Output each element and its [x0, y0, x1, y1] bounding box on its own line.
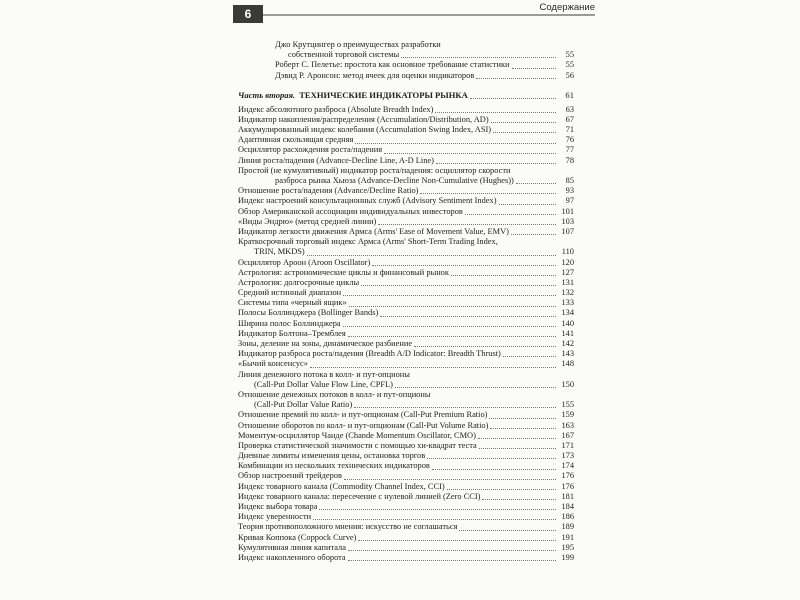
toc-entry-title: разброса рынка Хьюза (Advance-Decline Non-Cumulative (Hughes)) [275, 176, 514, 186]
toc-entry [238, 492, 574, 502]
dot-leader [380, 316, 556, 317]
toc-entry [238, 410, 574, 420]
dot-leader [349, 306, 556, 307]
toc-entry [238, 105, 574, 115]
toc-entry-title: Кумулятивная линия капитала [238, 542, 346, 552]
toc-entry-title: TRIN, MKDS) [254, 247, 305, 257]
dot-leader [447, 489, 556, 490]
toc-entry-title: Индекс настроений консультационных служб (Advisory Sentiment Index) [238, 196, 497, 206]
toc-entry [238, 522, 574, 532]
toc-entry-title: Индекс накопленного оборота [238, 552, 346, 562]
dot-leader [489, 418, 556, 419]
dot-leader [512, 68, 557, 69]
toc-entry [238, 543, 574, 553]
toc-entry-page: 195 [561, 542, 574, 552]
toc-entry [238, 512, 574, 522]
toc-entry-title: Дневные лимиты изменения цены, остановка торгов [238, 451, 426, 461]
toc-entry-page: 85 [565, 176, 574, 186]
toc-entry-title: Индикатор легкости движения Армса (Arms' Ease of Movement Value, EMV) [238, 226, 509, 236]
toc-entry-title: Теория противоположного мнения: искусство не соглашаться [238, 522, 458, 532]
toc-entry-title: Индекс товарного канала (Commodity Channel Index, CCI) [238, 481, 445, 491]
toc-entry [238, 441, 574, 451]
toc-entry-page: 199 [561, 552, 574, 562]
toc-entry-page: 131 [561, 277, 574, 287]
dot-leader [348, 560, 556, 561]
dot-leader [432, 469, 556, 470]
toc-entry-title: Индикатор накопления/распределения (Accumulation/Distribution, AD) [238, 114, 489, 124]
toc-entry-title: Проверка статистической значимости с помощью хи-квадрат теста [238, 440, 477, 450]
dot-leader [482, 499, 556, 500]
toc-entry-title: (Call-Put Dollar Value Ratio) [254, 400, 353, 410]
toc-entry-page: 101 [561, 206, 574, 216]
toc-entry-title: Отношение оборотов по колл- и пут-опционам (Call-Put Volume Ratio) [238, 420, 489, 430]
toc-entry [238, 156, 574, 166]
toc-entry-title: Индикатор разброса роста/падения (Breadth A/D Indicator: Breadth Thrust) [238, 349, 501, 359]
toc-entry-page: 132 [561, 288, 574, 298]
dot-leader [478, 438, 556, 439]
toc-entry-page: 171 [561, 440, 574, 450]
dot-leader [503, 356, 556, 357]
dot-leader [313, 519, 556, 520]
toc-entry [238, 461, 574, 471]
toc-entry-title: Системы типа «черный ящик» [238, 298, 347, 308]
dot-leader [355, 143, 556, 144]
toc-entry [238, 227, 574, 237]
dot-leader [459, 530, 556, 531]
toc-entry-page: 189 [561, 522, 574, 532]
toc-entry-title: Осциллятор Ароон (Aroon Oscillator) [238, 257, 371, 267]
dot-leader [344, 479, 556, 480]
page-number: 6 [233, 5, 263, 23]
toc-entry-page: 56 [565, 70, 574, 80]
toc-entry-title: Астрология: долгосрочные циклы [238, 277, 360, 287]
toc-entry-page: 141 [561, 328, 574, 338]
dot-leader [307, 255, 556, 256]
toc-entry-page: 97 [565, 196, 574, 206]
dot-leader [343, 295, 556, 296]
dot-leader [358, 540, 556, 541]
toc-entry [238, 288, 574, 298]
toc-entry [238, 115, 574, 125]
dot-leader [427, 458, 556, 459]
toc-entry-title: Отношение премий по колл- и пут-опционам (Call-Put Premium Ratio) [238, 410, 488, 420]
dot-leader [401, 57, 556, 58]
toc-entry-page: 191 [561, 532, 574, 542]
toc-entry [238, 278, 574, 288]
toc-entry [238, 60, 574, 70]
toc-entry [238, 359, 574, 369]
toc-entry [238, 135, 574, 145]
toc-entry [238, 553, 574, 563]
toc-entry [238, 247, 574, 257]
toc-entry-page: 173 [561, 451, 574, 461]
toc-entry [238, 207, 574, 217]
toc-entry-title: Индекс абсолютного разброса (Absolute Breadth Index) [238, 104, 434, 114]
toc-entry-page: 155 [561, 400, 574, 410]
toc-entry [238, 380, 574, 390]
toc-entry-title: «Бычий консенсус» [238, 359, 308, 369]
toc-entry-page: 107 [561, 226, 574, 236]
dot-leader [361, 285, 556, 286]
dot-leader [479, 448, 556, 449]
dot-leader [465, 214, 556, 215]
toc-entry [238, 298, 574, 308]
toc-entry-page: 163 [561, 420, 574, 430]
toc-entry [238, 319, 574, 329]
part-title: ТЕХНИЧЕСКИЕ ИНДИКАТОРЫ РЫНКА [299, 89, 468, 100]
toc-entry-title: Дэвид Р. Аронсон: метод ячеек для оценки индикаторов [275, 70, 475, 80]
toc-entry [238, 431, 574, 441]
toc-entry-title: Полосы Боллинджера (Bollinger Bands) [238, 308, 379, 318]
toc-entry-page: 150 [561, 379, 574, 389]
dot-leader [451, 275, 556, 276]
toc-entry-page: 176 [561, 471, 574, 481]
dot-leader [436, 163, 556, 164]
toc-entry-page: 67 [565, 114, 574, 124]
toc-entry [238, 176, 574, 186]
toc-entry-page: 167 [561, 430, 574, 440]
toc-entry-page: 55 [565, 60, 574, 70]
toc-entry-title: Аккумулированный индекс колебания (Accumulation Swing Index, ASI) [238, 125, 492, 135]
dot-leader [348, 336, 556, 337]
toc-entry [238, 451, 574, 461]
toc-entry-page: 176 [561, 481, 574, 491]
toc-entry-title: Осциллятор расхождения роста/падения [238, 145, 383, 155]
dot-leader [414, 346, 556, 347]
toc-entry [238, 482, 574, 492]
toc-entry-title: Индекс уверенности [238, 512, 312, 522]
dot-leader [491, 122, 556, 123]
toc-entry-page: 127 [561, 267, 574, 277]
part-page: 61 [565, 89, 574, 100]
dot-leader [384, 153, 556, 154]
toc-entry-text: Краткосрочный торговый индекс Армса (Arms' Short-Term Trading Index, [238, 237, 498, 247]
table-of-contents [238, 40, 574, 563]
toc-entry-page: 142 [561, 339, 574, 349]
toc-entry [238, 125, 574, 135]
toc-entry-title: (Call-Put Dollar Value Flow Line, CPFL) [254, 379, 393, 389]
toc-entry-title: Адаптивная скользящая средняя [238, 135, 354, 145]
toc-entry [238, 258, 574, 268]
toc-entry-title: Комбинации из нескольких технических индикаторов [238, 461, 430, 471]
toc-entry-title: Астрология: астрономические циклы и финансовый рынок [238, 267, 449, 277]
toc-entry-title: Индекс товарного канала: пересечение с нулевой линией (Zero CCI) [238, 491, 481, 501]
toc-entry-page: 140 [561, 318, 574, 328]
toc-entry-text: Отношение денежных потоков в колл- и пут-опционы [238, 390, 431, 399]
toc-entry [238, 533, 574, 543]
toc-entry-page: 181 [561, 491, 574, 501]
toc-entry-text: Линия денежного потока в колл- и пут-опционы [238, 369, 410, 379]
page-header [233, 2, 595, 25]
toc-entry-text: Джо Крутцингер о преимуществах разработки [275, 40, 441, 49]
toc-entry [238, 217, 574, 227]
toc-entry-page: 55 [565, 50, 574, 60]
part-label: Часть вторая. [238, 89, 296, 100]
toc-entry-text: Простой (не кумулятивный) индикатор роста/падения: осциллятор скорости [238, 165, 511, 175]
toc-entry [238, 50, 574, 60]
dot-leader [348, 550, 556, 551]
toc-entry-title: Отношение роста/падения (Advance/Decline Ratio) [238, 186, 419, 196]
toc-entry-page: 78 [565, 155, 574, 165]
dot-leader [395, 387, 556, 388]
section-title: Содержание [531, 2, 595, 13]
toc-entry-page: 134 [561, 308, 574, 318]
toc-entry-page: 174 [561, 461, 574, 471]
dot-leader [493, 132, 556, 133]
toc-entry-page: 159 [561, 410, 574, 420]
toc-entry-page: 148 [561, 359, 574, 369]
toc-entry [238, 400, 574, 410]
toc-entry-title: Моментум-осциллятор Чанде (Chande Momentum Oscillator, CMO) [238, 430, 476, 440]
toc-entry-page: 77 [565, 145, 574, 155]
dot-leader [420, 193, 556, 194]
toc-entry-title: Линия роста/падения (Advance-Decline Line, A-D Line) [238, 155, 434, 165]
dot-leader [343, 326, 556, 327]
toc-entry [238, 329, 574, 339]
toc-entry-title: Индикатор Болтона–Тремблея [238, 328, 346, 338]
toc-entry-title: Средний истинный диапазон [238, 288, 342, 298]
toc-entry [238, 309, 574, 319]
toc-entry-page: 143 [561, 349, 574, 359]
dot-leader [499, 204, 557, 205]
toc-entry [238, 421, 574, 431]
toc-entry [238, 146, 574, 156]
header-rule [263, 14, 595, 16]
toc-entry [238, 349, 574, 359]
dot-leader [310, 367, 556, 368]
toc-entry-title: «Виды Эндрю» (метод средней линии) [238, 216, 377, 226]
toc-entry-page: 93 [565, 186, 574, 196]
toc-entry-page: 186 [561, 512, 574, 522]
dot-leader [378, 224, 556, 225]
dot-leader [435, 112, 556, 113]
dot-leader [354, 407, 556, 408]
toc-entry [238, 472, 574, 482]
dot-leader [490, 428, 556, 429]
toc-entry-page: 71 [565, 125, 574, 135]
dot-leader [476, 78, 556, 79]
dot-leader [372, 265, 556, 266]
toc-entry-page: 63 [565, 104, 574, 114]
toc-entries [238, 105, 574, 563]
toc-entry [238, 502, 574, 512]
toc-entry-title: Зоны, деление на зоны, динамическое разбиение [238, 339, 413, 349]
toc-entry-page: 120 [561, 257, 574, 267]
toc-entry [238, 268, 574, 278]
toc-entry-title: Индекс выбора товара [238, 502, 318, 512]
toc-entry-title: собственной торговой системы [288, 50, 400, 60]
toc-entry-title: Обзор настроений трейдеров [238, 471, 342, 481]
toc-entry-page: 76 [565, 135, 574, 145]
toc-entry [238, 186, 574, 196]
toc-entry [238, 196, 574, 206]
toc-entry-page: 184 [561, 502, 574, 512]
toc-entry [238, 71, 574, 81]
part-heading [238, 89, 574, 102]
toc-entry-page: 110 [561, 247, 574, 257]
toc-entry-title: Обзор Американской ассоциации индивидуальных инвесторов [238, 206, 463, 216]
toc-entry-page: 103 [561, 216, 574, 226]
toc-entry-page: 133 [561, 298, 574, 308]
toc-entry-title: Кривая Коппока (Coppock Curve) [238, 532, 357, 542]
dot-leader [319, 509, 556, 510]
dot-leader [470, 98, 556, 99]
toc-entry [238, 339, 574, 349]
toc-entry-title: Роберт С. Пелетье: простота как основное требование статистики [275, 60, 510, 70]
dot-leader [516, 183, 556, 184]
toc-entry-title: Ширина полос Боллинджера [238, 318, 341, 328]
dot-leader [511, 234, 556, 235]
